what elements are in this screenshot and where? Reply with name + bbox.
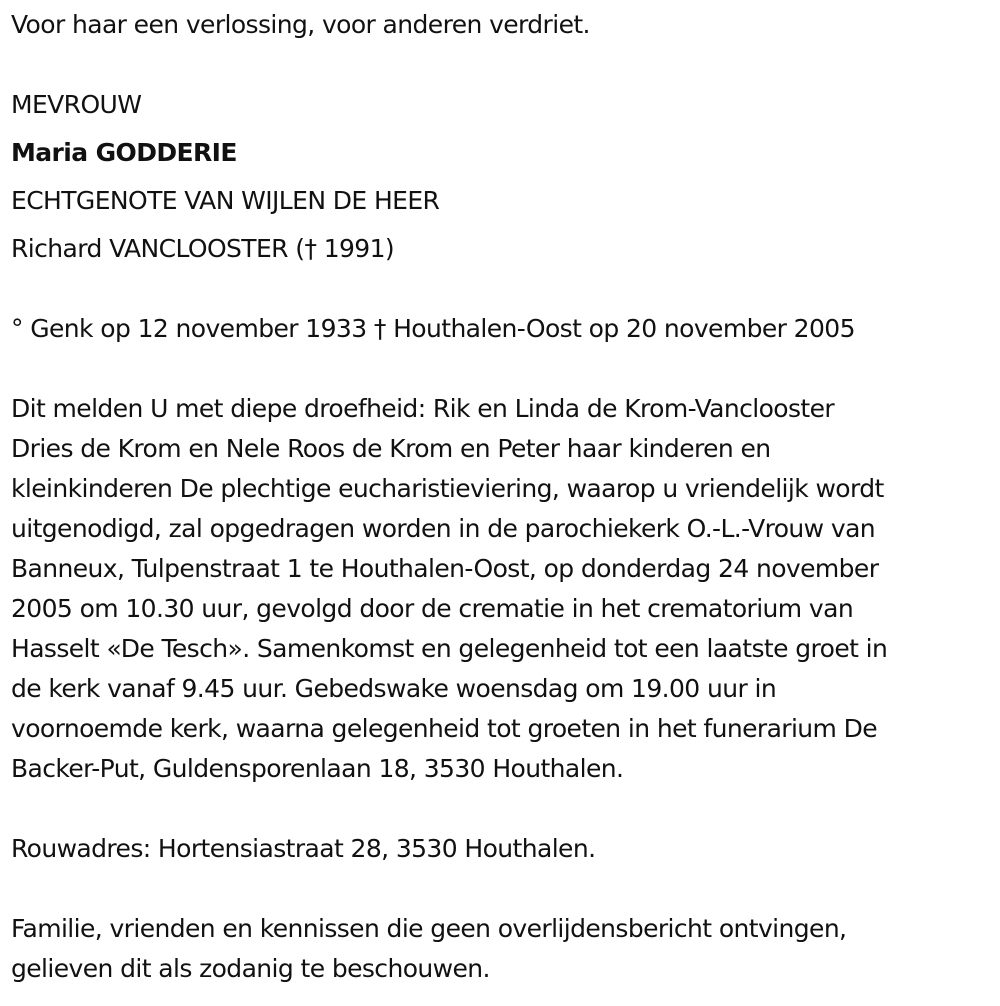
birth-death-dates: ° Genk op 12 november 1933 † Houthalen-Oost op 20 november 2005: [11, 314, 855, 343]
spouse-line: Richard VANCLOOSTER († 1991): [11, 234, 395, 263]
deceased-name: Maria GODDERIE: [11, 138, 237, 167]
closing-paragraph: Familie, vrienden en kennissen die geen overlijdensbericht ontvingen, gelieven dit als zodanig te beschouwen.: [11, 914, 847, 983]
mourning-address: Rouwadres: Hortensiastraat 28, 3530 Houthalen.: [11, 834, 596, 863]
relation-line: ECHTGENOTE VAN WIJLEN DE HEER: [11, 186, 440, 215]
announcement-paragraph: Dit melden U met diepe droefheid: Rik en Linda de Krom-Vanclooster Dries de Krom en Nele Roos de Krom en Peter haar kinderen en kleinkinderen De plechtige eucharistieviering, waarop u vriendelijk wordt uitgenodigd, zal opgedragen worden in de parochiekerk O.-L.-Vrouw van Banneux, Tulpenstraat 1 te Houthalen-Oost, op donderdag 24 november 2005 om 10.30 uur, gevolgd door de crematie in het crematorium van Hasselt «De Tesch». Samenkomst en gelegenheid tot een laatste groet in de kerk vanaf 9.45 uur. Gebedswake woensdag om 19.00 uur in voornoemde kerk, waarna gelegenheid tot groeten in het funerarium De Backer-Put, Guldensporenlaan 18, 3530 Houthalen.: [11, 394, 888, 783]
opening-line: Voor haar een verlossing, voor anderen verdriet.: [11, 10, 590, 39]
honorific: MEVROUW: [11, 90, 142, 119]
